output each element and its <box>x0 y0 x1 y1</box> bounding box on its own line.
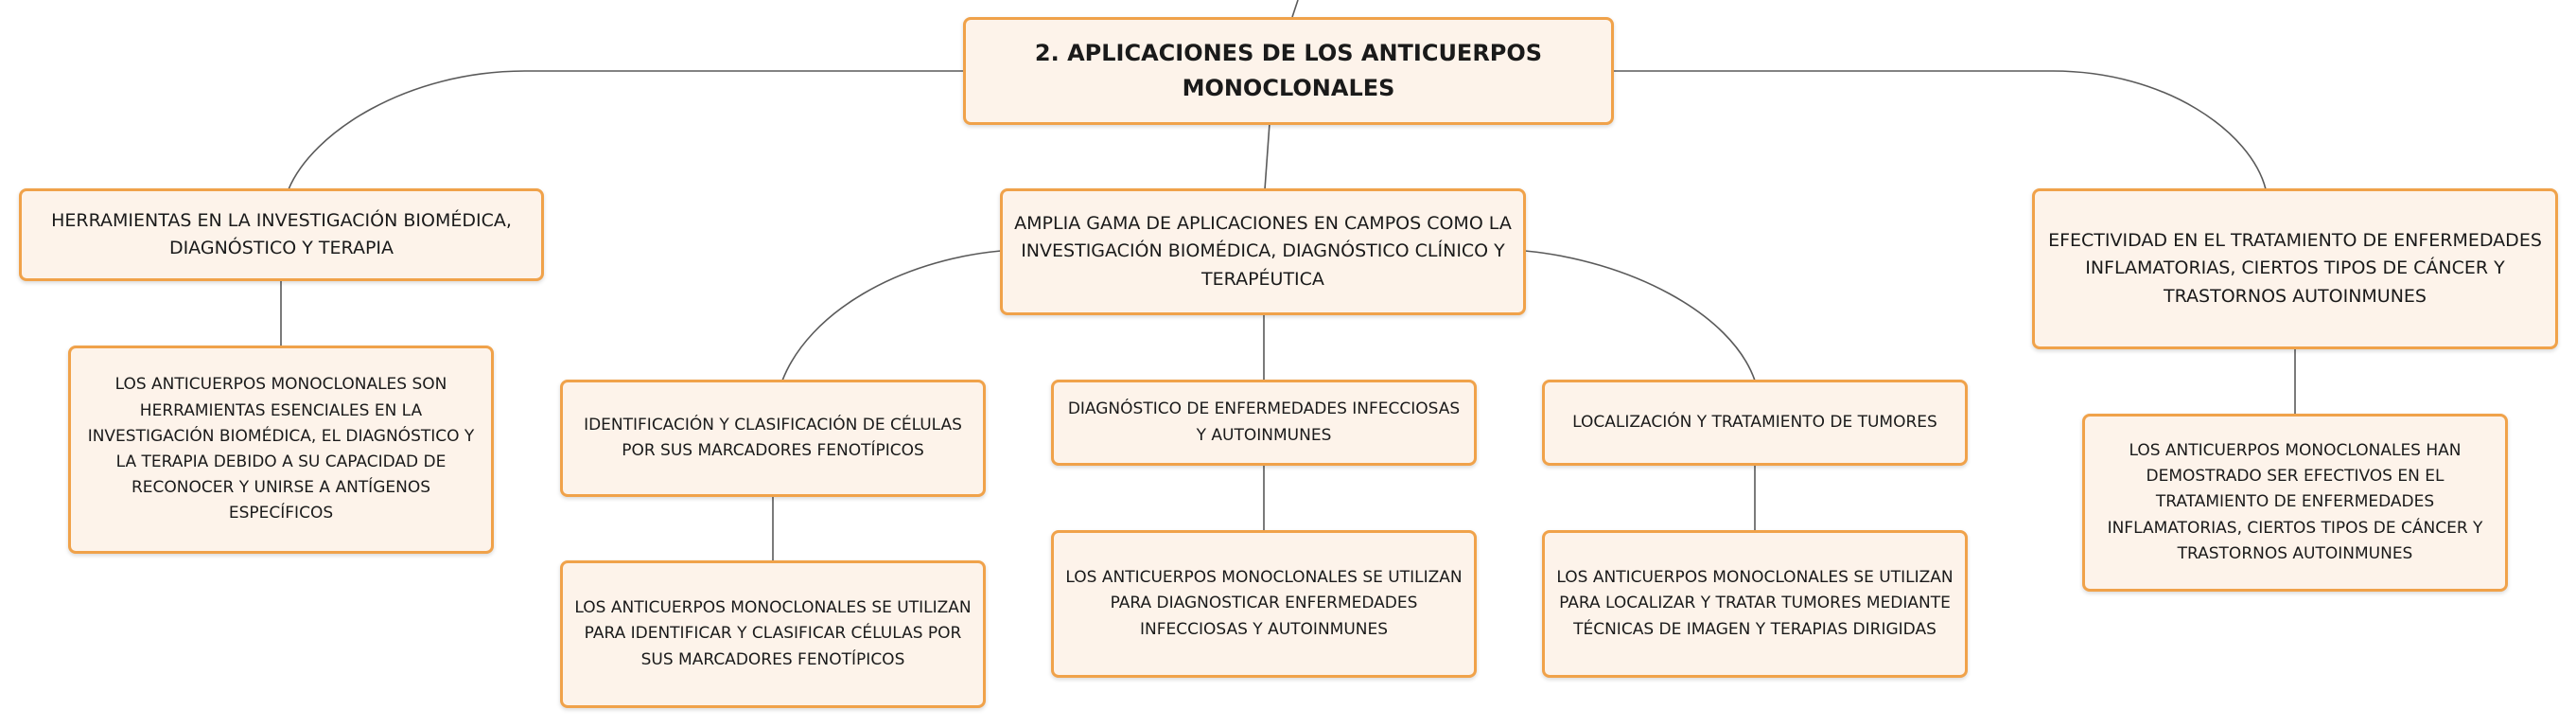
left-branch-label: HERRAMIENTAS EN LA INVESTIGACIÓN BIOMÉDICA, DIAGNÓSTICO Y TERAPIA <box>51 209 512 258</box>
right-branch-node[interactable] <box>2032 188 2558 349</box>
center-branch-label: AMPLIA GAMA DE APLICACIONES EN CAMPOS COMO LA INVESTIGACIÓN BIOMÉDICA, DIAGNÓSTICO CLÍNICO Y TERAPÉUTICA <box>1014 212 1512 290</box>
left-branch-node[interactable] <box>19 188 544 281</box>
child-tumores-detail-node[interactable] <box>1542 530 1968 678</box>
child-diagnostico-node[interactable] <box>1051 380 1477 466</box>
child-identificacion-label: IDENTIFICACIÓN Y CLASIFICACIÓN DE CÉLULAS POR SUS MARCADORES FENOTÍPICOS <box>584 415 962 460</box>
child-diagnostico-detail-node[interactable] <box>1051 530 1477 678</box>
child-identificacion-detail-label: LOS ANTICUERPOS MONOCLONALES SE UTILIZAN PARA IDENTIFICAR Y CLASIFICAR CÉLULAS POR SUS MARCADORES FENOTÍPICOS <box>574 598 972 669</box>
connector-root-left <box>289 71 965 189</box>
root-label: 2. APLICACIONES DE LOS ANTICUERPOS MONOCLONALES <box>1034 39 1543 101</box>
right-detail-node[interactable] <box>2082 414 2508 592</box>
connector-root-right <box>1613 71 2266 189</box>
left-detail-label: LOS ANTICUERPOS MONOCLONALES SON HERRAMIENTAS ESENCIALES EN LA INVESTIGACIÓN BIOMÉDICA, EL DIAGNÓSTICO Y LA TERAPIA DEBIDO A SU CAPACIDAD DE RECONOCER Y UNIRSE A ANTÍGENOS ESPECÍFICOS <box>87 375 475 523</box>
right-detail-label: LOS ANTICUERPOS MONOCLONALES HAN DEMOSTRADO SER EFECTIVOS EN EL TRATAMIENTO DE ENFERMEDADES INFLAMATORIAS, CIERTOS TIPOS DE CÁNCER Y TRASTORNOS AUTOINMUNES <box>2107 441 2483 563</box>
right-branch-label: EFECTIVIDAD EN EL TRATAMIENTO DE ENFERMEDADES INFLAMATORIAS, CIERTOS TIPOS DE CÁNCER Y TRASTORNOS AUTOINMUNES <box>2048 229 2542 307</box>
connector-center-child3 <box>1525 251 1755 381</box>
connector-center-child1 <box>782 251 1001 381</box>
connector-root-center <box>1265 123 1270 189</box>
child-diagnostico-label: DIAGNÓSTICO DE ENFERMEDADES INFECCIOSAS Y AUTOINMUNES <box>1067 399 1461 445</box>
child-tumores-detail-label: LOS ANTICUERPOS MONOCLONALES SE UTILIZAN PARA LOCALIZAR Y TRATAR TUMORES MEDIANTE TÉCNICAS DE IMAGEN Y TERAPIAS DIRIGIDAS <box>1556 568 1954 639</box>
child-identificacion-detail-node[interactable] <box>560 560 986 708</box>
root-node[interactable] <box>963 17 1614 125</box>
child-tumores-label: LOCALIZACIÓN Y TRATAMIENTO DE TUMORES <box>1572 412 1937 432</box>
left-detail-node[interactable] <box>68 346 494 554</box>
connector-incoming <box>1292 0 1298 17</box>
child-identificacion-node[interactable] <box>560 380 986 497</box>
center-branch-node[interactable] <box>1000 188 1526 315</box>
child-diagnostico-detail-label: LOS ANTICUERPOS MONOCLONALES SE UTILIZAN PARA DIAGNOSTICAR ENFERMEDADES INFECCIOSAS Y AUTOINMUNES <box>1065 568 1463 639</box>
child-tumores-node[interactable] <box>1542 380 1968 466</box>
